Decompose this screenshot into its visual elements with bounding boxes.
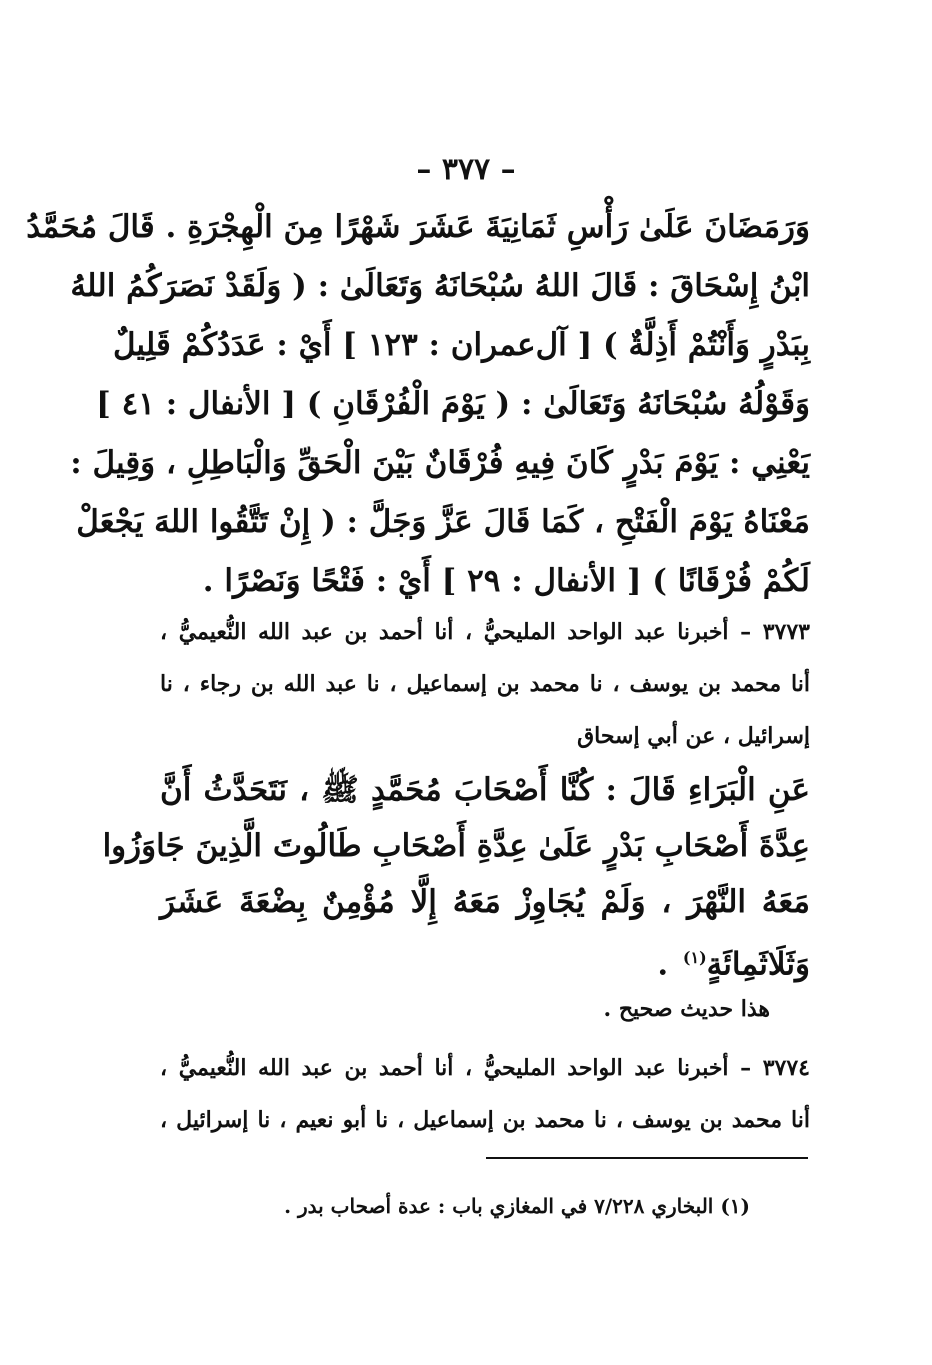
matn-line-final <box>160 930 810 986</box>
page-number: – ٣٧٧ – <box>416 152 516 187</box>
hadith-3773-isnad <box>160 606 810 762</box>
hadith-grading: هذا حديث صحيح . <box>603 996 770 1022</box>
isnad-line: إسرائيل ، عن أبي إسحاق <box>577 723 810 749</box>
hadith-3773-matn <box>102 762 810 986</box>
isnad-line: أنا محمد بن يوسف ، نا محمد بن إسماعيل ، نا أبو نعيم ، نا إسرائيل ، <box>160 1107 810 1133</box>
footnote-divider <box>486 1157 808 1159</box>
isnad-line: ٣٧٧٣ – أخبرنا عبد الواحد المليحيُّ ، أنا أحمد بن عبد الله النُّعيميُّ ، <box>160 619 810 645</box>
text-line: ابْنُ إِسْحَاقَ : قَالَ اللهُ سُبْحَانَهُ وَتَعَالَىٰ : ( وَلَقَدْ نَصَرَكُمُ اللهُ <box>70 268 810 304</box>
text-line: وَرَمَضَانَ عَلَىٰ رَأْسِ ثَمَانِيَةَ عَشَرَ شَهْرًا مِنَ الْهِجْرَةِ . قَالَ مُحَمَّدُ <box>26 209 810 245</box>
matn-line: عَنِ الْبَرَاءِ قَالَ : كُنَّا أَصْحَابَ مُحَمَّدٍ ﷺ ، نَتَحَدَّثُ أَنَّ <box>160 772 810 808</box>
matn-line: مَعَهُ النَّهْرَ ، وَلَمْ يُجَاوِزْ مَعَهُ إِلَّا مُؤْمِنٌ بِضْعَةَ عَشَرَ <box>160 884 810 920</box>
isnad-line: ٣٧٧٤ – أخبرنا عبد الواحد المليحيُّ ، أنا أحمد بن عبد الله النُّعيميُّ ، <box>160 1055 810 1081</box>
text-line: يَعْنِي : يَوْمَ بَدْرٍ كَانَ فِيهِ فُرْقَانٌ بَيْنَ الْحَقِّ وَالْبَاطِلِ ، وَقِيلَ : <box>70 445 810 481</box>
matn-line: عِدَّةَ أَصْحَابِ بَدْرٍ عَلَىٰ عِدَّةِ أَصْحَابِ طَالُوتَ الَّذِينَ جَاوَزُوا <box>102 828 810 864</box>
verse-paragraph <box>26 198 810 611</box>
isnad-line: أنا محمد بن يوسف ، نا محمد بن إسماعيل ، نا عبد الله بن رجاء ، نا <box>160 671 810 697</box>
text-line: مَعْنَاهُ يَوْمَ الْفَتْحِ ، كَمَا قَالَ عَزَّ وَجَلَّ : ( إِنْ تَتَّقُوا اللهَ يَجْعَلْ <box>76 504 810 540</box>
matn-end-mark: . <box>657 946 669 983</box>
text-line: بِبَدْرٍ وَأَنْتُمْ أَذِلَّةٌ ) [ آل‌عمران : ١٢٣ ] أَيْ : عَدَدُكُمْ قَلِيلٌ <box>112 327 810 363</box>
footnote-marker: (١) <box>682 948 707 967</box>
matn-line-text: وَثَلَاثَمِائَةٍ <box>706 946 810 983</box>
footnote: (١) البخاري ٧/٢٢٨ في المغازي باب : عدة أصحاب بدر . <box>284 1194 750 1218</box>
hadith-3774-isnad <box>160 1042 810 1146</box>
text-line: وَقَوْلُهُ سُبْحَانَهُ وَتَعَالَىٰ : ( يَوْمَ الْفُرْقَانِ ) [ الأنفال : ٤١ ] <box>96 386 810 422</box>
text-line: لَكُمْ فُرْقَانًا ) [ الأنفال : ٢٩ ] أَيْ : فَتْحًا وَنَصْرًا . <box>202 563 810 599</box>
